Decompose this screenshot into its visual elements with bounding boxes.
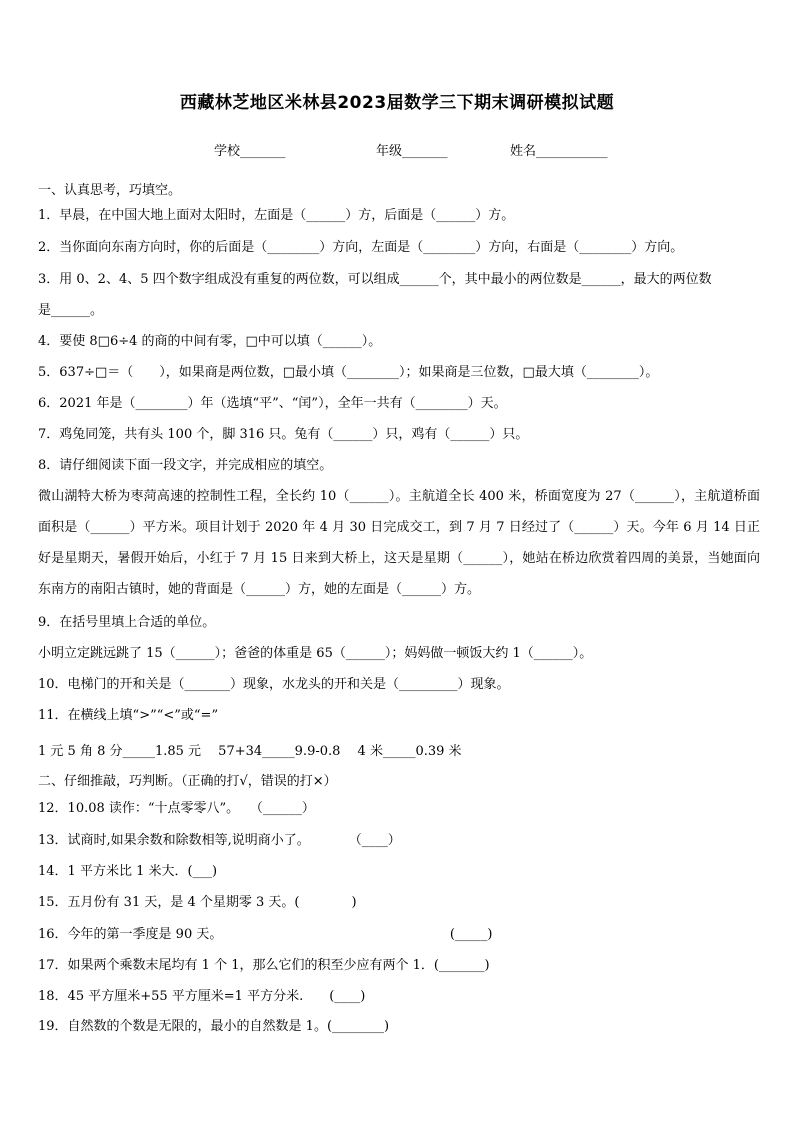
name-field: 姓名___________ bbox=[510, 144, 608, 159]
question-3: 3．用 0、2、4、5 四个数字组成没有重复的两位数，可以组成______个，其中最小的两位数是______，最大的两位数 bbox=[38, 272, 712, 287]
question-12: 12．10.08 读作：“十点零零八”。 （______） bbox=[38, 801, 315, 816]
question-9-items: 小明立定跳远跳了 15（______）；爸爸的体重是 65（______）；妈妈做一顿饭大约 1（______）。 bbox=[38, 646, 593, 661]
section-heading-judge: 二、仔细推敲，巧判断。（正确的打√，错误的打×） bbox=[38, 774, 337, 789]
question-19: 19．自然数的个数是无限的，最小的自然数是 1。(________) bbox=[38, 1019, 390, 1034]
question-14: 14．1 平方米比 1 米大．(___) bbox=[38, 864, 218, 879]
question-8-passage: 微山湖特大桥为枣菏高速的控制性工程，全长约 10（______）。主航道全长 400 米，桥面宽度为 27（______），主航道桥面面积是（______）平方米。项目计划于 2020 年 4 月 30 日完成交工，到 7 月 7 日经过了（______）天。今年 6 月 14 日正好是星期天，暑假开始后，小红于 7 月 15 日来到大桥上，这天是星期（______），她站在桥边欣赏着四周的美景，当她面向东南方的南阳古镇时，她的背面是（______）方，她的左面是（______）方。 bbox=[38, 489, 760, 597]
question-16: 16．今年的第一季度是 90 天。 (_____) bbox=[38, 927, 493, 942]
question-5: 5．637÷□＝（ ），如果商是两位数，□最小填（________）；如果商是三位数，□最大填（________）。 bbox=[38, 365, 659, 380]
question-3-continued: 是______。 bbox=[38, 303, 104, 318]
question-7: 7．鸡兔同笼，共有头 100 个，脚 316 只。兔有（______）只，鸡有（______）只。 bbox=[38, 427, 529, 442]
question-4: 4．要使 8□6÷4 的商的中间有零，□中可以填（______）。 bbox=[38, 334, 382, 349]
question-2: 2．当你面向东南方向时，你的后面是（________）方向，左面是（________）方向，右面是（________）方向。 bbox=[38, 240, 684, 255]
question-18: 18．45 平方厘米+55 平方厘米=1 平方分米. (____) bbox=[38, 989, 366, 1004]
question-15: 15．五月份有 31 天，是 4 个星期零 3 天。( ) bbox=[38, 895, 357, 910]
question-9: 9．在括号里填上合适的单位。 bbox=[38, 615, 216, 630]
question-11: 11．在横线上填“>”“<”或“=” bbox=[38, 708, 219, 723]
question-8: 8．请仔细阅读下面一段文字，并完成相应的填空。 bbox=[38, 458, 333, 473]
question-6: 6．2021 年是（________）年（选填“平”、“闰”），全年一共有（________）天。 bbox=[38, 396, 507, 411]
question-11-items: 1 元 5 角 8 分_____1.85 元 57+34_____9.9-0.8 4 米_____0.39 米 bbox=[38, 744, 462, 759]
question-17: 17．如果两个乘数末尾均有 1 个 1，那么它们的积至少应有两个 1．(_______) bbox=[38, 958, 490, 973]
section-heading-fill: 一、认真思考，巧填空。 bbox=[38, 183, 182, 198]
question-1: 1．早晨，在中国大地上面对太阳时，左面是（______）方，后面是（______）方。 bbox=[38, 208, 515, 223]
question-10: 10．电梯门的开和关是（_______）现象，水龙头的开和关是（_________）现象。 bbox=[38, 677, 510, 692]
grade-field: 年级_______ bbox=[376, 144, 448, 159]
page-title: 西藏林芝地区米林县2023届数学三下期末调研模拟试题 bbox=[179, 93, 615, 113]
question-13: 13．试商时,如果余数和除数相等,说明商小了。 （____） bbox=[38, 833, 401, 848]
school-field: 学校_______ bbox=[214, 144, 286, 159]
